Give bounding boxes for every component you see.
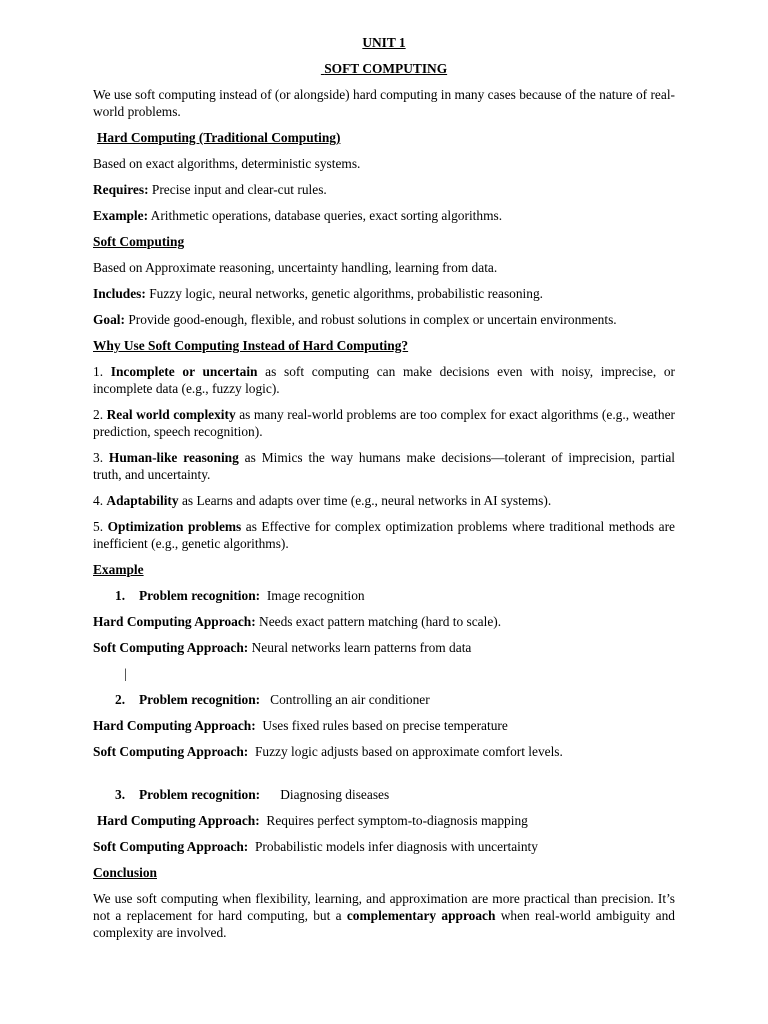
soft-approach: Soft Computing Approach: Neural networks learn patterns from data bbox=[93, 640, 472, 655]
problem-item: 2. Problem recognition: Controlling an air conditioner bbox=[115, 692, 430, 707]
soft-computing-heading: Soft Computing bbox=[93, 234, 185, 249]
soft-computing-goal: Goal: Provide good-enough, flexible, and robust solutions in complex or uncertain environments. bbox=[93, 312, 617, 327]
hard-approach: Hard Computing Approach: Uses fixed rules based on precise temperature bbox=[93, 718, 508, 733]
reason-item: 1. Incomplete or uncertain as soft computing can make decisions even with noisy, imprecise, or incomplete data (e.g., fuzzy logic). bbox=[93, 364, 675, 396]
document-page bbox=[93, 34, 675, 950]
hard-computing-requires: Requires: Precise input and clear-cut rules. bbox=[93, 182, 327, 197]
hard-approach: Hard Computing Approach: Requires perfect symptom-to-diagnosis mapping bbox=[97, 813, 528, 828]
reason-item: 3. Human-like reasoning as Mimics the way humans make decisions—tolerant of imprecision, partial truth, and uncertainty. bbox=[93, 450, 675, 482]
reason-item: 4. Adaptability as Learns and adapts over time (e.g., neural networks in AI systems). bbox=[93, 493, 552, 508]
conclusion-paragraph: We use soft computing when flexibility, learning, and approximation are more practical than precision. It’s not a replacement for hard computing, but a complementary approach when real-world ambiguity and complexity are involved. bbox=[93, 891, 675, 940]
hard-approach: Hard Computing Approach: Needs exact pattern matching (hard to scale). bbox=[93, 614, 502, 629]
problem-item: 3. Problem recognition: Diagnosing diseases bbox=[115, 787, 390, 802]
page-title: SOFT COMPUTING bbox=[324, 61, 448, 76]
reason-item: 5. Optimization problems as Effective for complex optimization problems where traditional methods are inefficient (e.g., genetic algorithms). bbox=[93, 519, 675, 551]
conclusion-heading: Conclusion bbox=[93, 865, 157, 880]
soft-approach: Soft Computing Approach: Fuzzy logic adjusts based on approximate comfort levels. bbox=[93, 744, 563, 759]
problem-item: 1. Problem recognition: Image recognition bbox=[115, 588, 365, 603]
text-cursor: | bbox=[124, 666, 127, 681]
soft-computing-includes: Includes: Fuzzy logic, neural networks, genetic algorithms, probabilistic reasoning. bbox=[93, 286, 543, 301]
example-heading: Example bbox=[93, 562, 144, 577]
hard-computing-example: Example: Arithmetic operations, database queries, exact sorting algorithms. bbox=[93, 208, 503, 223]
hard-computing-basis: Based on exact algorithms, deterministic systems. bbox=[93, 156, 361, 171]
blank-line bbox=[93, 769, 675, 786]
why-heading: Why Use Soft Computing Instead of Hard Computing? bbox=[93, 338, 409, 353]
soft-computing-basis: Based on Approximate reasoning, uncertainty handling, learning from data. bbox=[93, 260, 498, 275]
intro-paragraph: We use soft computing instead of (or alongside) hard computing in many cases because of the nature of real-world problems. bbox=[93, 87, 675, 119]
unit-title: UNIT 1 bbox=[362, 35, 406, 50]
hard-computing-heading: Hard Computing (Traditional Computing) bbox=[97, 130, 341, 145]
reason-item: 2. Real world complexity as many real-world problems are too complex for exact algorithms (e.g., weather prediction, speech recognition). bbox=[93, 407, 675, 439]
soft-approach: Soft Computing Approach: Probabilistic models infer diagnosis with uncertainty bbox=[93, 839, 538, 854]
